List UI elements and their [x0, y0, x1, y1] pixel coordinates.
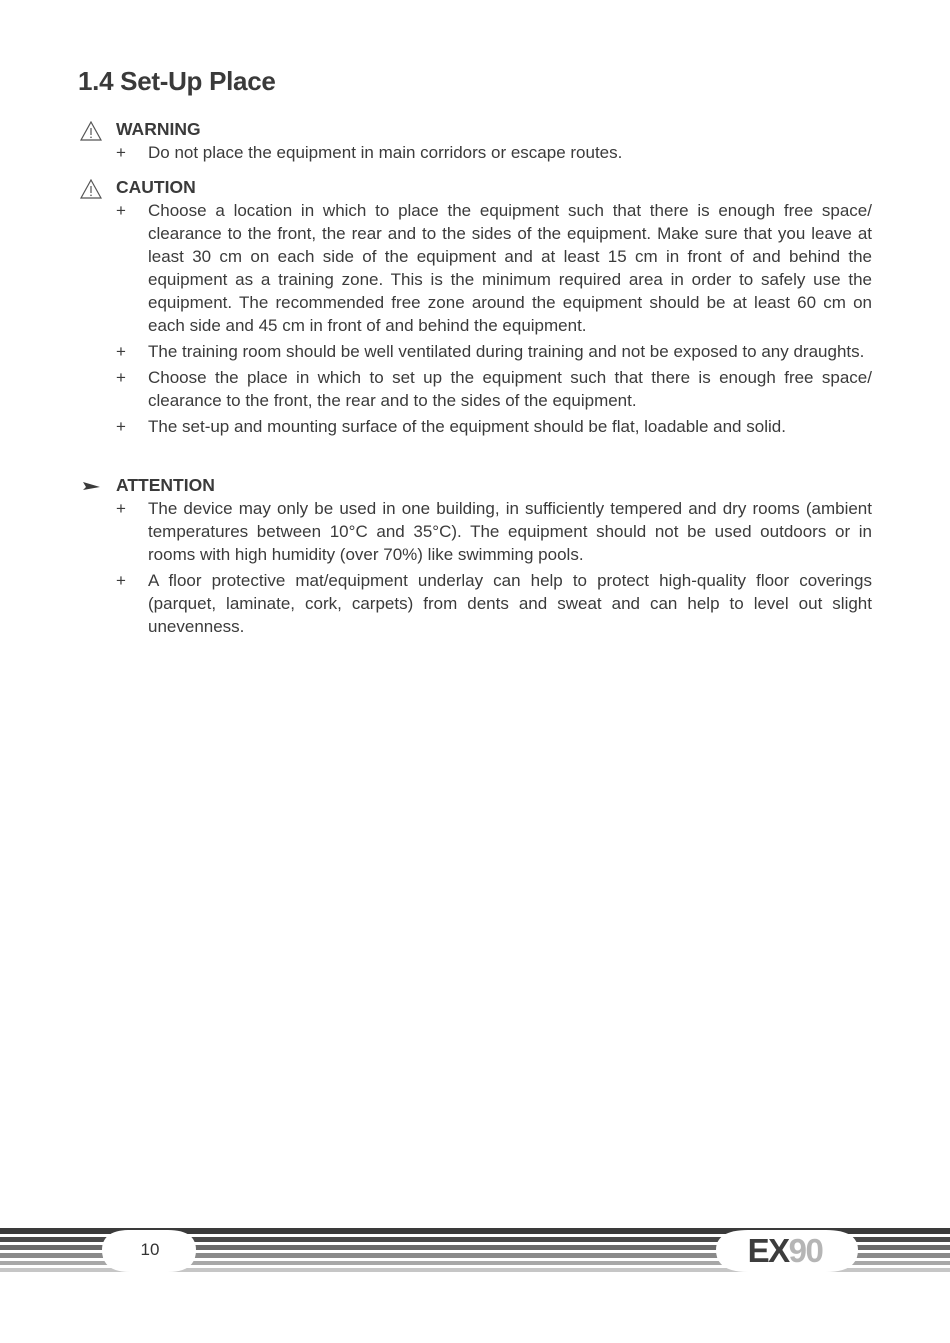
pointer-arrow-icon	[80, 477, 102, 497]
caution-section	[78, 176, 872, 441]
list-item: + A floor protective mat/equipment underlay can help to protect high-quality floor coverings (parquet, laminate, cork, carpets) from dents and sweat and can help to level out slight unevenness.	[116, 571, 872, 636]
list-item: + Choose the place in which to set up the equipment such that there is enough free space/ clearance to the front, the rear and to the sides of the equipment.	[116, 368, 872, 410]
list-item: + Choose a location in which to place the equipment such that there is enough free space/ clearance to the front, the rear and to the sides of the equipment. Make sure that you leave at least 30 cm on each side of the equipment and at least 15 cm in front of and behind the equipment as a training zone. This is the minimum required area in order to safely use the equipment. The recommended free zone around the equipment should be at least 60 cm on each side and 45 cm in front of and behind the equipment.	[116, 201, 872, 335]
page-title: 1.4 Set-Up Place	[78, 66, 276, 96]
list-item: + Do not place the equipment in main corridors or escape routes.	[116, 143, 623, 162]
page-number: 10	[140, 1240, 160, 1259]
bullet: +	[116, 368, 126, 387]
brand-logo: EX90	[747, 1232, 823, 1269]
bullet: +	[116, 143, 126, 162]
warning-triangle-icon	[80, 121, 102, 141]
list-item: + The training room should be well ventilated during training and not be exposed to any draughts.	[116, 342, 865, 361]
bullet: +	[116, 342, 126, 361]
attention-title: ATTENTION	[116, 475, 215, 495]
warning-section	[78, 118, 872, 167]
warning-title: WARNING	[116, 119, 201, 139]
list-item: + The device may only be used in one building, in sufficiently tempered and dry rooms (ambient temperatures between 10°C and 35°C). The equipment should not be used outdoors or in rooms with high humidity (over 70%) like swimming pools.	[116, 499, 872, 564]
bullet: +	[116, 417, 126, 436]
caution-title: CAUTION	[116, 177, 196, 197]
bullet: +	[116, 571, 126, 590]
list-item: + The set-up and mounting surface of the equipment should be flat, loadable and solid.	[116, 417, 786, 436]
bullet: +	[116, 201, 126, 220]
bullet: +	[116, 499, 126, 518]
warning-triangle-icon	[80, 179, 102, 199]
attention-section	[78, 474, 872, 641]
